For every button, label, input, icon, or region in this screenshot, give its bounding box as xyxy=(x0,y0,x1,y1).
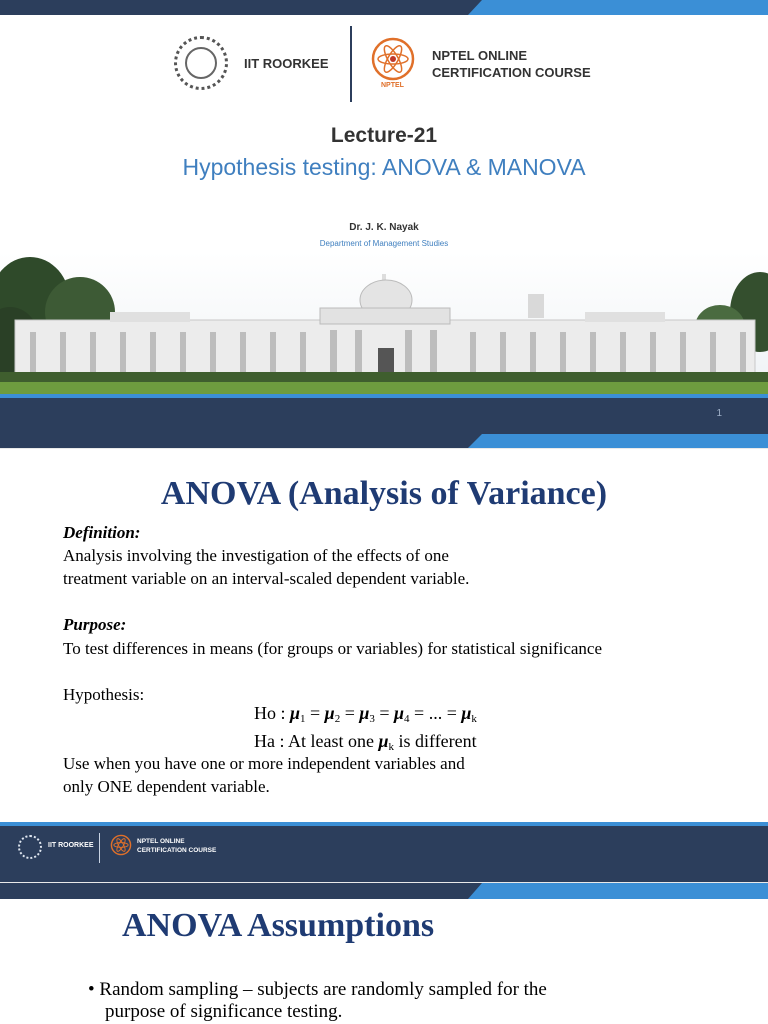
ha-text-before: At least one xyxy=(288,731,374,751)
nptel-line-2: CERTIFICATION COURSE xyxy=(432,65,591,80)
mu-symbol: μ xyxy=(394,703,405,723)
usage-line-2: only ONE dependent variable. xyxy=(63,777,270,796)
top-bar xyxy=(0,0,768,15)
mu-subscript: 2 xyxy=(334,713,341,725)
hypothesis-label: Hypothesis: xyxy=(63,685,145,704)
slide-title: ANOVA Assumptions xyxy=(122,907,435,944)
top-bar-accent xyxy=(468,0,768,15)
ho-label: Ho : xyxy=(254,703,286,723)
nptel-course-label xyxy=(432,47,591,81)
title-slide-footer-band xyxy=(0,394,768,448)
mu-subscript: 3 xyxy=(369,713,375,725)
definition-line-1: Analysis involving the investigation of the effects of one xyxy=(63,546,449,565)
mu-symbol: μ xyxy=(290,703,301,723)
bullet-line-2: purpose of significance testing. xyxy=(105,1001,343,1022)
iit-roorkee-header xyxy=(174,36,329,90)
footer-nptel-line-2: CERTIFICATION COURSE xyxy=(137,847,217,854)
ha-label: Ha : xyxy=(254,731,285,751)
footer-institute-name: IIT ROORKEE xyxy=(48,842,94,849)
mu-symbol: μ xyxy=(461,703,472,723)
nptel-logo-label: NPTEL xyxy=(381,82,404,89)
iit-roorkee-seal-icon xyxy=(174,36,228,90)
assumption-bullet xyxy=(88,979,648,1023)
institute-name: IIT ROORKEE xyxy=(244,55,329,71)
slide-footer-band xyxy=(0,822,768,882)
nptel-line-1: NPTEL ONLINE xyxy=(432,48,528,63)
mu-symbol: μ xyxy=(378,731,389,751)
top-bar-accent xyxy=(468,883,768,899)
top-bar xyxy=(0,883,768,899)
footer-divider xyxy=(99,833,100,863)
page-number: 1 xyxy=(716,408,722,419)
ha-text-after: is different xyxy=(398,731,477,751)
ellipsis: ... xyxy=(428,703,443,723)
lecture-number: Lecture-21 xyxy=(330,124,438,147)
mu-subscript: k xyxy=(471,713,477,725)
department-name: Department of Management Studies xyxy=(319,239,449,248)
title-slide xyxy=(0,0,768,448)
iit-roorkee-seal-icon xyxy=(18,835,42,859)
slide-title: ANOVA (Analysis of Variance) xyxy=(160,475,608,512)
mu-symbol: μ xyxy=(359,703,370,723)
alternative-hypothesis xyxy=(254,731,477,753)
usage-line-1: Use when you have one or more independent variables and xyxy=(63,754,465,773)
anova-definition-slide xyxy=(0,449,768,882)
anova-assumptions-slide xyxy=(0,883,768,1024)
nptel-logo-icon xyxy=(110,834,132,856)
null-hypothesis-equation: Ho : $\mu_1 = \mu_2 = \mu_3 = \mu_4$ = ... = $\mu_k$ xyxy=(254,703,477,725)
footer-nptel-label xyxy=(137,837,216,855)
lecture-title: Hypothesis testing: ANOVA & MANOVA xyxy=(182,154,586,180)
mu-subscript: 4 xyxy=(404,713,410,725)
purpose-text: To test differences in means (for groups or variables) for statistical significance xyxy=(63,639,603,658)
mu-subscript: 1 xyxy=(300,713,306,725)
purpose-label: Purpose: xyxy=(63,615,127,634)
header-divider xyxy=(350,26,352,102)
nptel-logo-icon xyxy=(370,36,416,82)
campus-building-photo xyxy=(0,252,768,394)
author-name: Dr. J. K. Nayak xyxy=(349,222,419,233)
bullet-line-1: • Random sampling – subjects are randomly sampled for the xyxy=(88,979,547,1000)
mu-subscript: k xyxy=(388,741,395,753)
definition-line-2: treatment variable on an interval-scaled dependent variable. xyxy=(63,569,470,588)
definition-label: Definition: xyxy=(63,523,141,542)
mu-symbol: μ xyxy=(324,703,335,723)
footer-nptel-line-1: NPTEL ONLINE xyxy=(137,838,185,845)
